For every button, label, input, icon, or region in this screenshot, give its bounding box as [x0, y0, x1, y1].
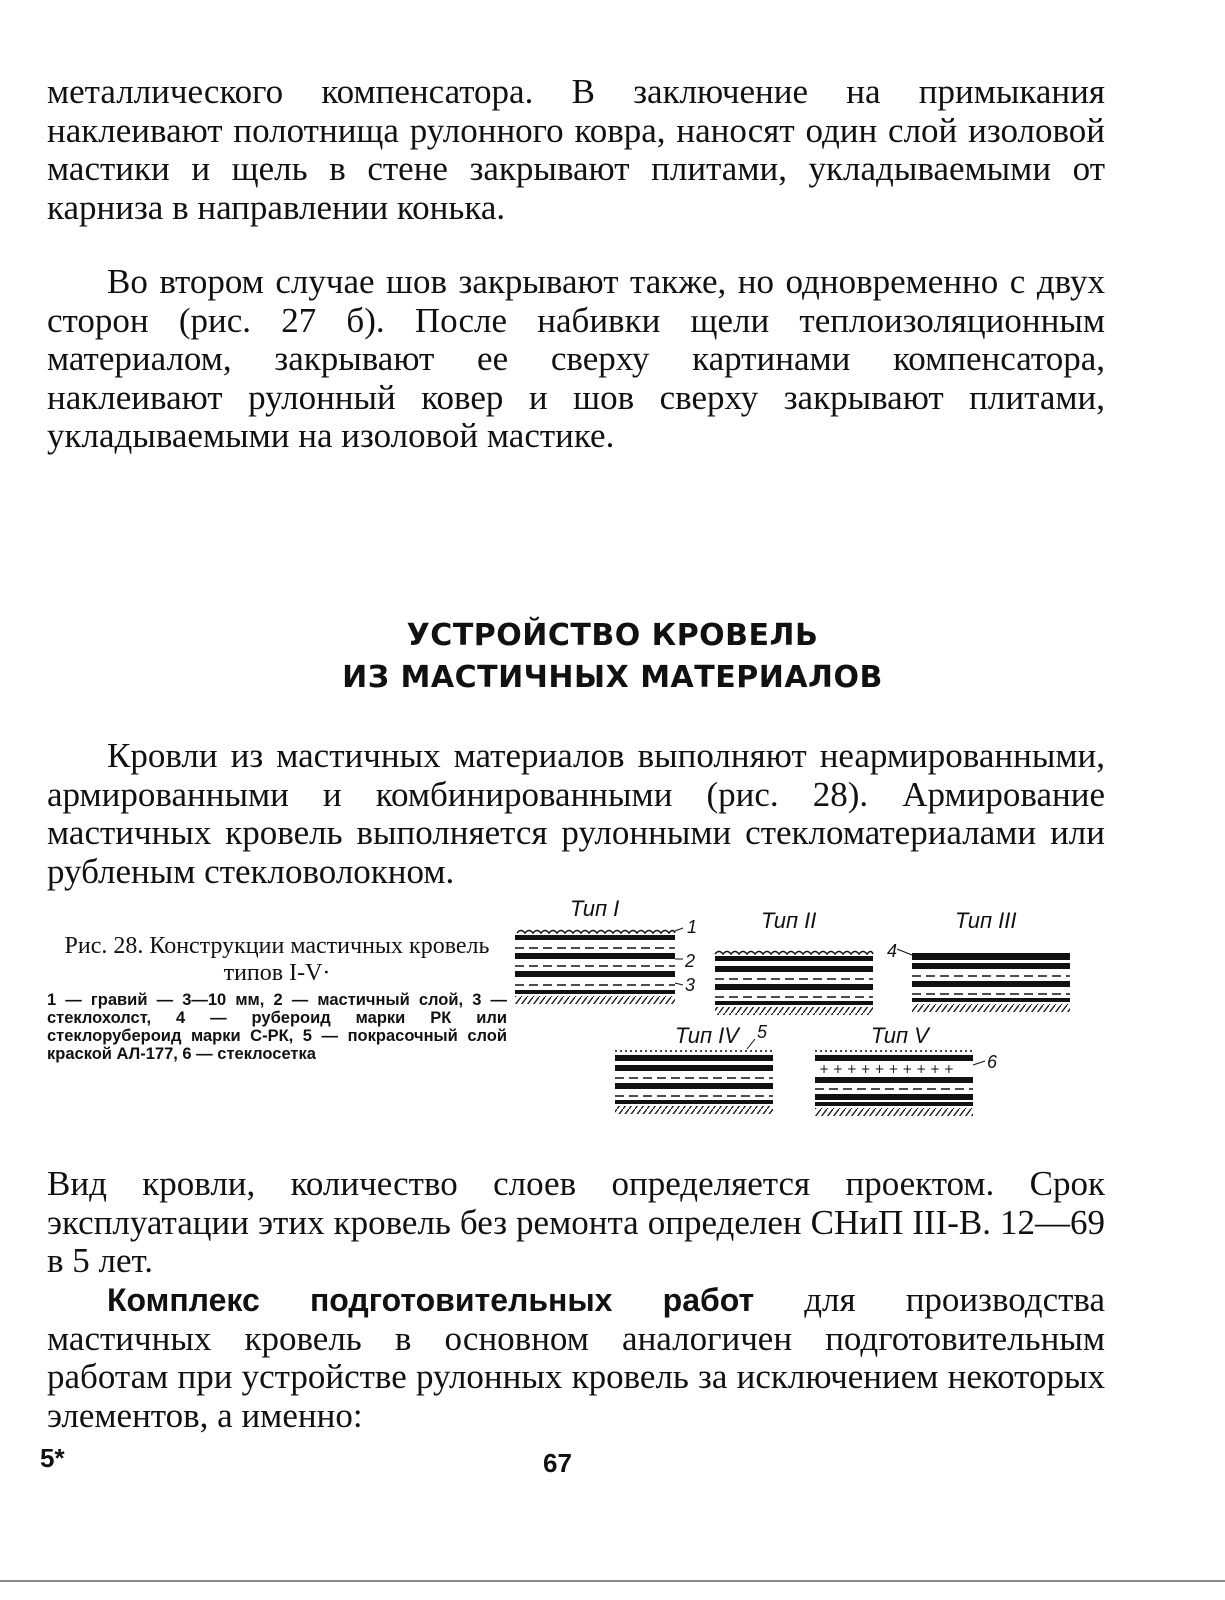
callout-1: 1	[687, 917, 698, 937]
page-number: 67	[543, 1448, 572, 1478]
roof-section-type-1	[515, 928, 683, 1004]
signature-mark: 5*	[40, 1443, 65, 1473]
callout-3: 3	[685, 975, 696, 995]
figure-caption	[47, 933, 507, 1063]
type-label-1: Тип I	[570, 896, 620, 921]
scan-edge-line	[0, 1580, 1225, 1582]
section-heading-line-1: УСТРОЙСТВО КРОВЕЛЬ	[406, 618, 819, 653]
callout-4: 4	[887, 941, 898, 961]
paragraph-compensator: металлического компенсатора. В заключение на примыкания наклеивают полотнища рулонного ковра, наносят один слой изоловой мастики и щель в стене закрывают плитами, укладываемыми от карниза в направлении конька.	[47, 72, 1105, 227]
section-heading-line-2: ИЗ МАСТИЧНЫХ МАТЕРИАЛОВ	[342, 660, 883, 695]
paragraph-roof-type: Вид кровли, количество слоев определяется проектом. Срок эксплуатации этих кровель без ремонта определен СНиП III-В. 12—69 в 5 лет.	[47, 1164, 1105, 1280]
type-label-3: Тип III	[955, 908, 1017, 933]
roof-layers-figure	[515, 893, 1105, 1148]
roof-section-type-2	[715, 952, 873, 1016]
svg-text:+ + + + + + + + + +: + + + + + + + + + +	[819, 1062, 954, 1076]
callout-5: 5	[757, 1022, 768, 1042]
paragraph-preparatory-works	[47, 1281, 1105, 1435]
roof-section-type-3	[897, 949, 1070, 1012]
type-label-2: Тип II	[761, 908, 817, 933]
paragraph-second-case: Во втором случае шов закрывают также, но одновременно с двух сторон (рис. 27 б). После набивки щели теплоизоляционным материалом, закрывают ее сверху картинами компенсатора, наклеивают рулонный ковер и шов сверху закрывают плитами, укладываемыми на изоловой мастике.	[47, 262, 1105, 455]
figure-caption-title: Рис. 28. Конструкции мастичных кровель типов I-V·	[64, 933, 490, 986]
type-label-4: Тип IV	[675, 1023, 739, 1048]
preparatory-works-term: Комплекс подготовительных работ	[107, 1282, 755, 1318]
paragraph-mastic-roofs: Кровли из мастичных материалов выполняют неармированными, армированными и комбинированными (рис. 28). Армирование мастичных кровель выполняется рулонными стекломатериалами или рубленым стекловолокном.	[47, 736, 1105, 891]
figure-caption-legend: 1 — гравий — 3—10 мм, 2 — мастичный слой, 3 — стеклохолст, 4 — рубероид марки РК или стеклорубероид марки С-РК, 5 — покрасочный слой краской АЛ-177, 6 — стеклосетка	[47, 991, 507, 1063]
roof-section-type-4	[615, 1039, 773, 1114]
callout-2: 2	[685, 951, 696, 971]
preparatory-works-text: для производства мастичных кровель в основном аналогичен подготовительным работам при устройстве рулонных кровель за исключением некоторых элементов, а именно:	[47, 1280, 1105, 1435]
type-label-5: Тип V	[871, 1023, 929, 1048]
callout-6: 6	[987, 1052, 998, 1072]
roof-section-type-5	[815, 1051, 985, 1116]
